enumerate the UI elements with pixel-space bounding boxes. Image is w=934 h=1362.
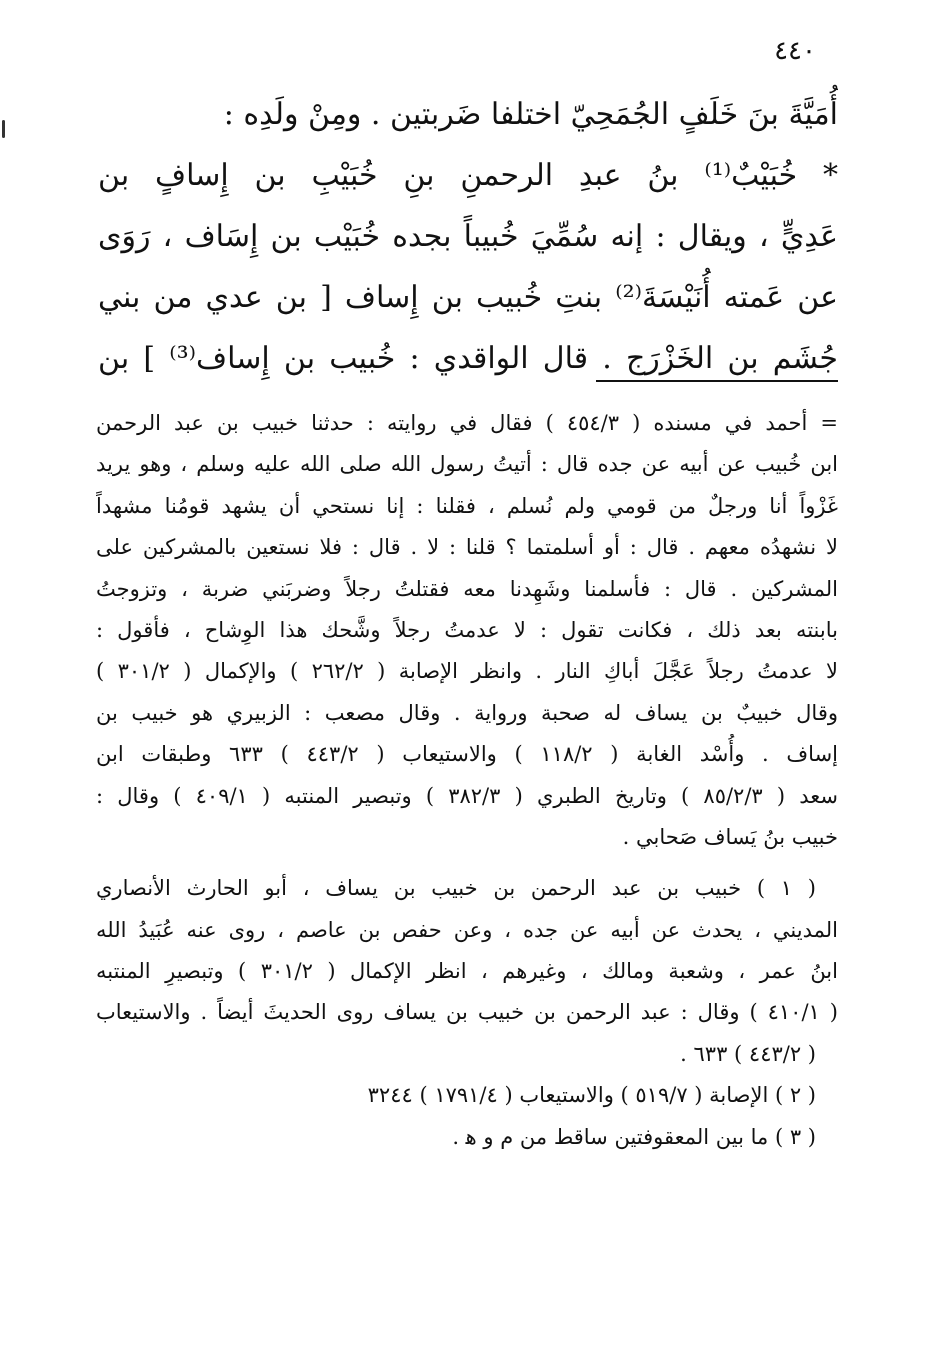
footnote-line: ابنُ عمر ، وشعبة ومالك ، وغيرهم ، انظر الإكمال ( ٣٠١/٢ ) وتبصيرِ المنتبه <box>96 959 838 984</box>
footnote-line: وقال خبيبٌ بن يساف له صحبة ورواية . وقال مصعب : الزبيري هو خبيب بن <box>96 700 838 725</box>
main-text-line: جُشَم بن الخَزْرَج . قال الواقدي : خُبيب بن إِساف⁽³⁾ ] بن <box>98 341 838 376</box>
footnote-continued <box>96 403 838 858</box>
footnote-line: لا عدمتُ رجلاً عَجَّلَ أباكِ النار . وانظر الإصابة ( ٢٦٢/٢ ) والإكمال ( ٣٠١/٢ ) <box>96 659 838 684</box>
footnote-line: لا نشهدُه معهم . قال : أو أسلمتما ؟ قلنا : لا . قال : فلا نستعين بالمشركين على <box>96 535 838 560</box>
main-text-line: عَدِيٍّ ، ويقال : إنه سُمِّيَ خُبيباً بجده خُبَيْب بن إِسَاف ، رَوَى <box>98 219 838 254</box>
footnote-line: إساف . وأُسْد الغابة ( ١١٨/٢ ) والاستيعاب ( ٤٤٣/٢ ) ٦٣٣ وطبقات ابن <box>96 742 838 767</box>
main-text-line: * خُبَيْبٌ⁽¹⁾ بنُ عبدِ الرحمنِ بنِ خُبَيْبِ بن إِسافٍ بن <box>98 158 838 193</box>
footnote-line: خبيب بنُ يَساف صَحابي . <box>622 824 838 849</box>
footnote-line: ( ٤١٠/١ ) وقال : عبد الرحمن بن خبيب بن يساف روى الحديثَ أيضاً . والاستيعاب <box>96 1000 838 1025</box>
footnote-line: المشركين . قال : فأسلمنا وشَهِدنا معه فقتلتُ رجلاً وضربَني ضربة ، وتزوجتُ <box>96 576 838 601</box>
footnote-line: غَزْواً أنا ورجلٌ من قومي ولم نُسلم ، فقلنا : إنا نستحي أن يشهد قومُنا مشهداً <box>96 493 838 518</box>
margin-mark <box>2 120 5 138</box>
footnote-line: ابن خُبيب عن أبيه عن جده قال : أتيتُ رسول الله صلى الله عليه وسلم ، وهو يريد <box>96 452 838 477</box>
footnote-3: ( ٣ ) ما بين المعقوفتين ساقط من م و ﻫ . <box>452 1124 816 1149</box>
main-text <box>98 84 838 389</box>
footnote-1 <box>96 868 838 1075</box>
footnote-gap <box>96 858 838 868</box>
footnote-line: بابنته بعد ذلك ، فكانت تقول : لا عدمتُ رجلاً وشَّحك هذا الوِشاح ، فأقول : <box>96 617 838 642</box>
footnote-separator <box>596 380 838 382</box>
footnote-2: ( ٢ ) الإصابة ( ٥١٩/٧ ) والاستيعاب ( ١٧٩١/٤ ) ٣٢٤٤ <box>367 1083 816 1108</box>
footnote-line: سعد ( ٨٥/٢/٣ ) وتاريخ الطبري ( ٣٨٢/٣ ) وتبصير المنتبه ( ٤٠٩/١ ) وقال : <box>96 783 838 808</box>
footnotes <box>96 403 838 1158</box>
main-text-line: أُمَيَّةَ بنَ خَلَفٍ الجُمَحِيّ اختلفا ضَربتين . ومِنْ ولَدِه : <box>223 97 838 132</box>
footnote-line: = أحمد في مسنده ( ٤٥٤/٣ ) فقال في روايته : حدثنا خبيب بن عبد الرحمن <box>96 411 838 435</box>
footnote-line: ( ١ ) خبيب بن عبد الرحمن بن خبيب بن يساف ، أبو الحارث الأنصاري <box>96 876 817 901</box>
footnote-line: المديني ، يحدث عن أبيه عن جده ، وعن حفص بن عاصم ، روى عنه عُبَيدُ الله <box>96 917 838 942</box>
main-text-line: عن عَمته أُنَيْسَةَ⁽²⁾ بنتِ خُبيب بن إِساف [ بن عدي من بني <box>98 280 838 315</box>
footnote-line: ( ٤٤٣/٢ ) ٦٣٣ . <box>680 1041 816 1066</box>
page-number: ٤٤٠ <box>774 36 816 66</box>
